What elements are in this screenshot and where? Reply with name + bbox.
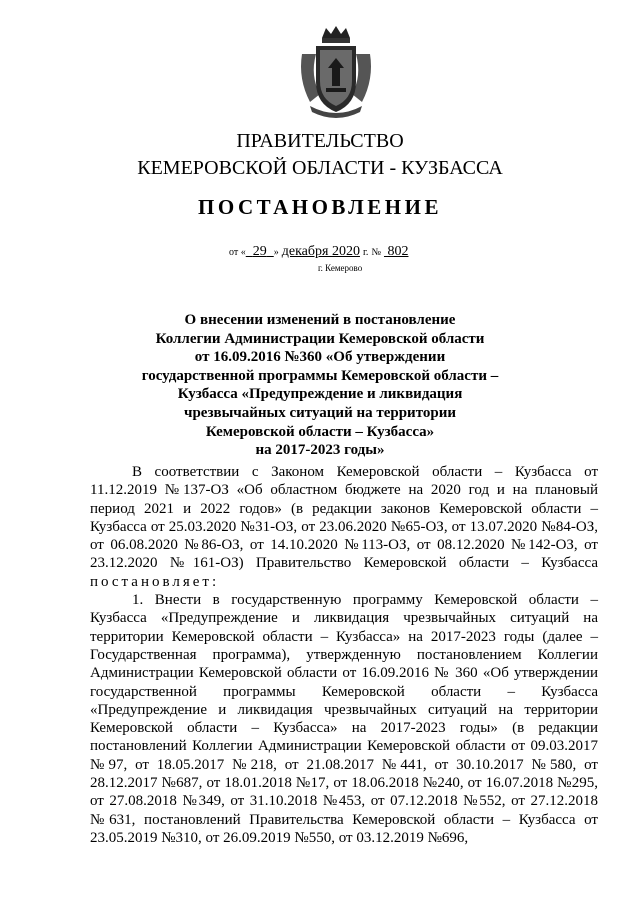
government-name [0,128,640,182]
subject-line: Коллегии Администрации Кемеровской области [155,330,485,347]
subject-line: О внесении изменений в постановление [184,312,456,328]
subject-line: чрезвычайных ситуаций на территории [184,404,456,421]
subject-line: государственной программы Кемеровской области – [141,367,499,384]
document-type: ПОСТАНОВЛЕНИЕ [198,195,442,219]
document-number: 802 [387,244,409,259]
date-day: 29 [252,244,267,259]
date-month-year: декабря 2020 [281,244,360,259]
subject-line: Кузбасса «Предупреждение и ликвидация [177,386,463,403]
gov-line-2: КЕМЕРОВСКОЙ ОБЛАСТИ - КУЗБАССА [137,157,503,179]
subject-line: на 2017-2023 годы» [255,442,385,459]
year-label: г. [362,247,369,258]
subject-line: Кемеровской области – Кузбасса» [205,423,435,440]
coat-of-arms-emblem [296,24,376,118]
number-label: № [371,247,381,258]
decree-word: постановляет: [90,573,220,590]
body-paragraph: В соответствии с Законом Кемеровской области – Кузбасса от 11.12.2019 №137-ОЗ «Об областном бюджете на 2020 год и на плановый период 2021 и 2022 годов» (в редакции законов Кемеровской области – Кузбасса от 25.03.2020 №31-ОЗ, от 23.06.2020 №65-ОЗ, от 13.07.2020 №84-ОЗ, от 06.08.2020 №86-ОЗ, от 14.10.2020 №113-ОЗ, от 08.12.2020 №142-ОЗ, от 23.12.2020 №161-ОЗ) Правительство Кемеровской области – Кузбасса постановляет: [90,464,598,590]
document-dateline [229,244,408,260]
gov-line-1: ПРАВИТЕЛЬСТВО [236,130,404,152]
date-from-label: от « [229,247,246,258]
body-paragraph: 1. Внести в государственную программу Кемеровской области – Кузбасса «Предупреждение и ликвидация чрезвычайных ситуаций на территории Кемеровской области – Кузбасса» на 2017-2023 годы (далее – Государственная программа), утвержденную постановлением Коллегии Администрации Кемеровской области от 16.09.2016 № 360 «Об утверждении государственной программы Кемеровской области – Кузбасса «Предупреждение и ликвидация чрезвычайных ситуаций на территории Кемеровской области – Кузбасса» на 2017-2023 годы» (в редакции постановлений Коллегии Администрации Кемеровской области от 09.03.2017 №97, от 18.05.2017 №218, от 21.08.2017 №441, от 30.10.2017 №580, от 28.12.2017 №687, от 18.01.2018 №17, от 18.06.2018 №240, от 16.07.2018 №295, от 27.08.2018 №349, от 31.10.2018 №453, от 07.12.2018 №552, от 27.12.2018 №631, постановлений Правительства Кемеровской области – Кузбасса от 23.05.2019 №310, от 26.09.2019 №550, от 03.12.2019 №696, [90,592,598,846]
date-close-quote: » [273,247,279,258]
document-body [90,463,598,847]
subject-line: от 16.09.2016 №360 «Об утверждении [194,349,446,366]
document-subject [100,311,540,460]
document-city: г. Кемерово [318,263,363,273]
